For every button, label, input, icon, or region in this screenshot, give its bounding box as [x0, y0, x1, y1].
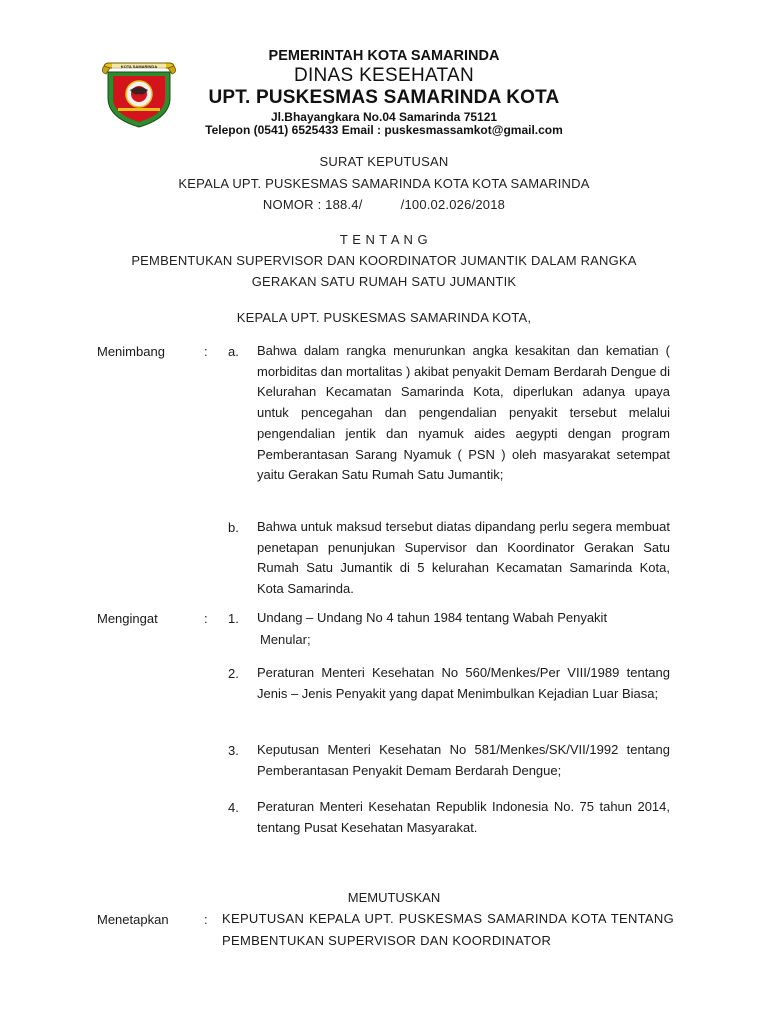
mengingat-marker-4: 4. [228, 800, 239, 815]
letterhead-department: DINAS KESEHATAN [293, 65, 475, 86]
menimbang-marker-a: a. [228, 344, 239, 359]
letterhead-address: Jl.Bhayangkara No.04 Samarinda 75121 [270, 110, 498, 124]
menimbang-item-a: Bahwa dalam rangka menurunkan angka kesakitan dan kematian ( morbiditas dan mortalitas ) akibat penyakit Demam Berdarah Dengue di Kelurahan Kecamatan Samarinda Kota, diperlukan adanya upaya untuk pencegahan dan pengendalian penyakit tersebut melalui pengendalian jentik dan nyamuk aides aegypti dengan program Pemberantasan Sarang Nyamuk ( PSN ) oleh masyarakat setempat yaitu Gerakan Satu Rumah Satu Jumantik; [257, 343, 670, 483]
menimbang-colon: : [204, 344, 208, 359]
memutuskan-heading: MEMUTUSKAN [347, 890, 441, 905]
menimbang-marker-b: b. [228, 520, 239, 535]
document-title: SURAT KEPUTUSAN [319, 154, 449, 169]
tentang-heading: T E N T A N G [339, 232, 429, 247]
document-issuer: KEPALA UPT. PUSKESMAS SAMARINDA KOTA KOTA SAMARINDA [178, 176, 590, 191]
mengingat-item-1: Undang – Undang No 4 tahun 1984 tentang Wabah Penyakit [257, 610, 608, 625]
mengingat-label: Mengingat [97, 611, 158, 626]
letterhead-government: PEMERINTAH KOTA SAMARINDA [268, 48, 500, 64]
subject-line-2: GERAKAN SATU RUMAH SATU JUMANTIK [251, 274, 517, 289]
mengingat-item-3: Keputusan Menteri Kesehatan No 581/Menkes/SK/VII/1992 tentang Pemberantasan Penyakit Demam Berdarah Dengue; [257, 742, 670, 778]
mengingat-marker-1: 1. [228, 611, 239, 626]
letterhead-contact: Telepon (0541) 6525433 Email : puskesmassamkot@gmail.com [205, 123, 563, 137]
menimbang-item-b: Bahwa untuk maksud tersebut diatas dipandang perlu segera membuat penetapan penunjukan Supervisor dan Koordinator Gerakan Satu Rumah Satu Jumantik di 5 kelurahan Kecamatan Samarinda Kota, Kota Samarinda. [257, 519, 670, 597]
mengingat-item-4: Peraturan Menteri Kesehatan Republik Indonesia No. 75 tahun 2014, tentang Pusat Kesehatan Masyarakat. [257, 799, 670, 835]
mengingat-item-1-cont: Menular; [260, 632, 311, 647]
menetapkan-colon: : [204, 912, 208, 927]
menetapkan-text: KEPUTUSAN KEPALA UPT. PUSKESMAS SAMARINDA KOTA TENTANG PEMBENTUKAN SUPERVISOR DAN KOORDINATOR [222, 911, 674, 948]
mengingat-colon: : [204, 611, 208, 626]
document-number: NOMOR : 188.4/ /100.02.026/2018 [262, 197, 506, 212]
mengingat-marker-3: 3. [228, 743, 239, 758]
letterhead-institution: UPT. PUSKESMAS SAMARINDA KOTA [208, 87, 560, 108]
kepala-heading: KEPALA UPT. PUSKESMAS SAMARINDA KOTA, [236, 310, 532, 325]
emblem-banner-text: KOTA SAMARINDA [120, 64, 158, 69]
subject-line-1: PEMBENTUKAN SUPERVISOR DAN KOORDINATOR JUMANTIK DALAM RANGKA [131, 253, 637, 268]
menimbang-label: Menimbang [97, 344, 165, 359]
mengingat-item-2: Peraturan Menteri Kesehatan No 560/Menkes/Per VIII/1989 tentang Jenis – Jenis Penyakit yang dapat Menimbulkan Kejadian Luar Biasa; [257, 665, 670, 701]
mengingat-marker-2: 2. [228, 666, 239, 681]
menetapkan-label: Menetapkan [97, 912, 169, 927]
